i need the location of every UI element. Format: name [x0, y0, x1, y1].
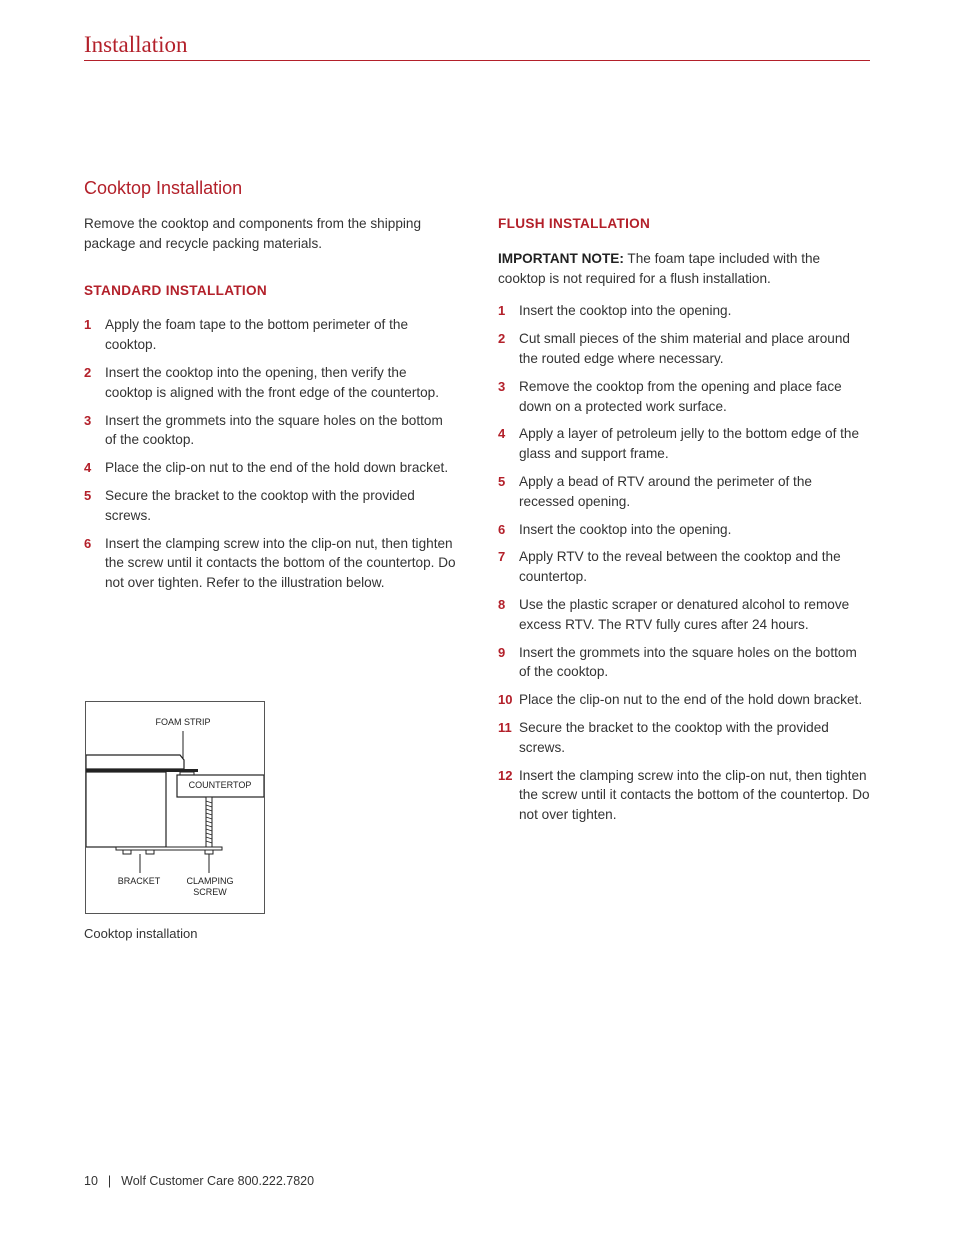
important-note-label: IMPORTANT NOTE:: [498, 250, 624, 266]
step-number: 3: [84, 412, 92, 428]
page-footer: [84, 1174, 314, 1188]
step-number: 8: [498, 596, 506, 612]
flush-steps-list: [498, 301, 870, 825]
flush-installation-heading: FLUSH INSTALLATION: [498, 216, 651, 231]
clamping-label-line2: SCREW: [193, 887, 227, 897]
step-text: Secure the bracket to the cooktop with the provided screws.: [519, 719, 829, 755]
step-text: Insert the clamping screw into the clip-on nut, then tighten the screw until it contacts the bottom of the countertop. Do not over tighten. Refer to the illustration below.: [105, 535, 456, 591]
important-note-text: The foam tape included with the cooktop is not required for a flush installation.: [498, 250, 821, 286]
foam-strip-label: FOAM STRIP: [155, 717, 211, 727]
step-item: [84, 534, 456, 593]
step-number: 7: [498, 549, 506, 565]
flush-installation-column: [498, 214, 870, 833]
step-text: Insert the grommets into the square holes on the bottom of the cooktop.: [519, 644, 857, 680]
step-number: 9: [498, 644, 506, 660]
step-number: 1: [84, 317, 92, 333]
step-item: [498, 547, 870, 587]
countertop-label: COUNTERTOP: [188, 780, 252, 790]
step-text: Place the clip-on nut to the end of the hold down bracket.: [105, 460, 449, 476]
bracket-screw-left: [123, 850, 131, 854]
step-text: Apply a layer of petroleum jelly to the bottom edge of the glass and support frame.: [519, 426, 860, 462]
step-number: 12: [498, 767, 513, 783]
step-text: Use the plastic scraper or denatured alcohol to remove excess RTV. The RTV fully cures after 24 hours.: [519, 596, 850, 632]
bracket-screw-right: [146, 850, 154, 854]
customer-care-text: Wolf Customer Care 800.222.7820: [121, 1174, 315, 1188]
standard-installation-heading: STANDARD INSTALLATION: [84, 282, 267, 298]
figure-caption: Cooktop installation: [84, 926, 198, 941]
cooktop-installation-illustration: [85, 701, 265, 914]
step-item: [84, 458, 456, 478]
step-text: Insert the cooktop into the opening.: [519, 303, 732, 319]
page-number: 10: [84, 1174, 98, 1188]
step-text: Apply a bead of RTV around the perimeter of the recessed opening.: [519, 473, 812, 509]
step-number: 5: [84, 487, 92, 503]
illustration-drawing: [86, 702, 264, 913]
step-number: 10: [498, 692, 513, 708]
page-title: Installation: [84, 32, 188, 57]
step-text: Apply the foam tape to the bottom perimeter of the cooktop.: [105, 317, 409, 353]
footer-separator: |: [107, 1174, 112, 1188]
step-item: [498, 424, 870, 464]
bracket-label: BRACKET: [117, 876, 161, 886]
step-text: Secure the bracket to the cooktop with the provided screws.: [105, 487, 415, 523]
step-item: [498, 718, 870, 758]
page-header: [84, 30, 870, 61]
step-text: Place the clip-on nut to the end of the hold down bracket.: [519, 692, 863, 708]
step-number: 11: [498, 719, 512, 735]
cooktop-body: [86, 772, 166, 847]
step-number: 6: [498, 521, 506, 537]
intro-text: Remove the cooktop and components from the shipping package and recycle packing materials.: [84, 216, 422, 251]
step-number: 2: [498, 331, 506, 347]
step-number: 4: [498, 426, 506, 442]
step-item: [84, 486, 456, 526]
step-item: [498, 329, 870, 369]
step-number: 2: [84, 364, 92, 380]
step-text: Apply RTV to the reveal between the cooktop and the countertop.: [519, 549, 841, 585]
step-item: [498, 520, 870, 540]
step-item: [498, 595, 870, 635]
step-number: 1: [498, 303, 506, 319]
clamping-label-line1: CLAMPING: [186, 876, 234, 886]
step-text: Insert the cooktop into the opening.: [519, 521, 732, 537]
step-text: Insert the grommets into the square holes on the bottom of the cooktop.: [105, 412, 443, 448]
step-number: 3: [498, 378, 506, 394]
section-title: Cooktop Installation: [84, 178, 243, 198]
step-item: [498, 377, 870, 417]
important-note: [498, 249, 870, 289]
step-text: Cut small pieces of the shim material and place around the routed edge where necessary.: [519, 331, 850, 366]
step-text: Insert the cooktop into the opening, then verify the cooktop is aligned with the front edge of the countertop.: [105, 364, 440, 400]
step-item: [84, 315, 456, 355]
step-text: Insert the clamping screw into the clip-on nut, then tighten the screw until it contacts the bottom of the countertop. Do not over tighten.: [519, 767, 870, 823]
cooktop-glass: [86, 755, 184, 769]
step-item: [84, 411, 456, 451]
step-number: 4: [84, 460, 92, 476]
step-text: Remove the cooktop from the opening and place face down on a protected work surface.: [519, 378, 842, 414]
step-item: [498, 472, 870, 512]
step-item: [498, 301, 870, 321]
standard-steps-list: [84, 315, 456, 593]
step-number: 6: [84, 535, 92, 551]
step-number: 5: [498, 473, 506, 489]
step-item: [498, 643, 870, 683]
step-item: [84, 363, 456, 403]
step-item: [498, 766, 870, 825]
step-item: [498, 690, 870, 710]
clip-on-nut: [205, 850, 213, 854]
standard-installation-column: [84, 214, 456, 601]
